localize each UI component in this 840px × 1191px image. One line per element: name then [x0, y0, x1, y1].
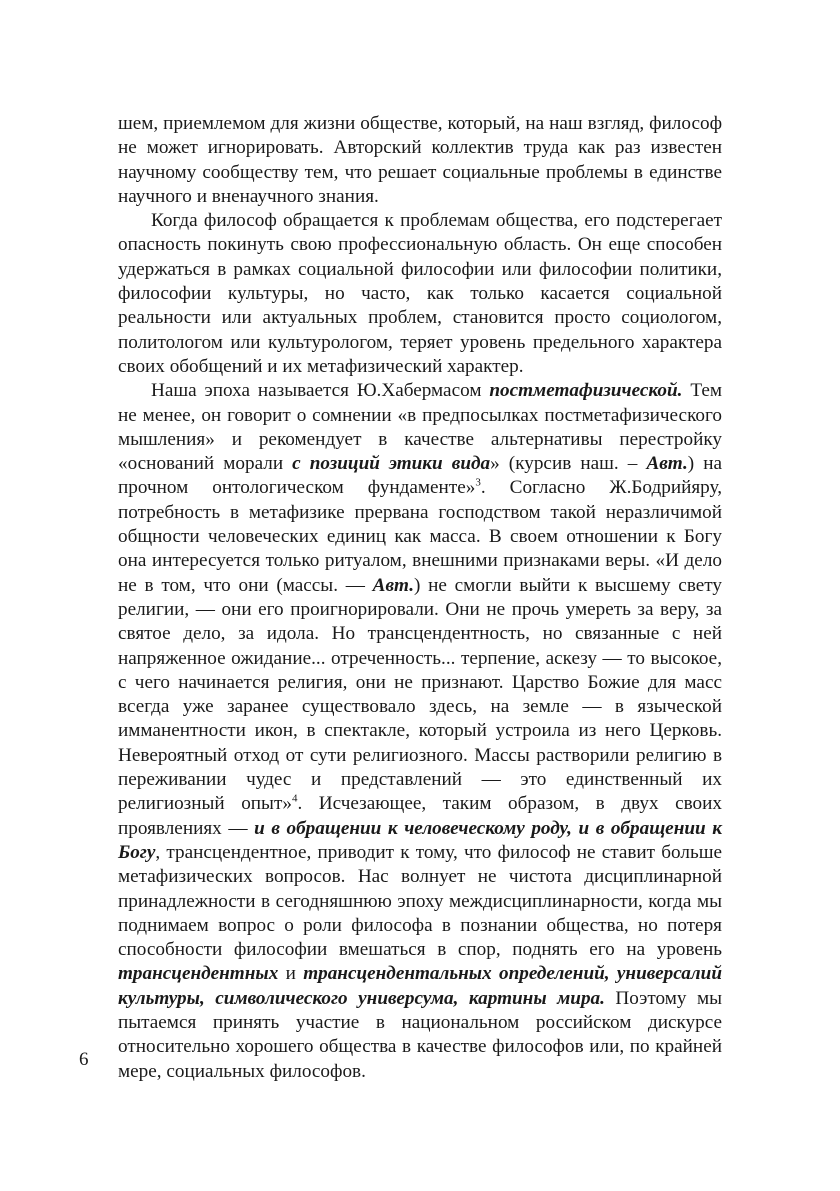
- italic-emphasis: Авт.: [372, 574, 414, 596]
- text-run: Тем не менее, он говорит о сомнении «в предпосылках постметафизического мышления» и рекомендует в качестве альтернативы перестройку «оснований морали: [118, 380, 722, 475]
- text-run: » (курсив наш. –: [490, 453, 647, 475]
- text-run: Поэтому мы пытаемся принять участие в национальном российском дискурсе относительно хорошего общества в качестве философов или, по крайней мере, социальных философов.: [118, 987, 722, 1082]
- paragraph: [118, 379, 722, 1084]
- italic-emphasis: Авт.: [646, 453, 688, 475]
- italic-emphasis: с позиций этики вида: [292, 453, 491, 475]
- text-run: ) на прочном онтологическом фундаменте»: [118, 453, 723, 499]
- italic-emphasis: и в обращении к человеческому роду, и в обращении к Богу: [118, 817, 722, 863]
- footnote-ref: 4: [291, 792, 298, 805]
- text-run: , трансцендентное, приводит к тому, что философ не ставит больше метафизических вопросов. Нас волнует не чистота дисциплинарной принадлежности в сегодняшнюю эпоху междисциплинарности, когда мы поднимаем вопрос о роли философа в познании общества, но потеря способности философии вмешаться в спор, поднять его на уровень: [118, 841, 722, 961]
- body-text: [118, 112, 722, 1084]
- footnote-ref: 3: [475, 477, 481, 490]
- text-run: Наша эпоха называется Ю.Хабермасом: [151, 380, 490, 402]
- text-run: шем, приемлемом для жизни обществе, который, на наш взгляд, философ не может игнорировать. Авторский коллектив труда как раз известен научному сообществу тем, что решает социальные проблемы в единстве научного и вненаучного знания.: [118, 113, 722, 207]
- italic-emphasis: трансцендентальных определений, универсалий культуры, символического универсума, картины мира.: [118, 963, 722, 1009]
- text-run: Когда философ обращается к проблемам общества, его подстерегает опасность покинуть свою профессиональную область. Он еще способен удержаться в рамках социальной философии или философии политики, философии культуры, но часто, как только касается социальной реальности или актуальных проблем, становится просто социологом, политологом или культурологом, теряет уровень предельного характера своих обобщений и их метафизический характер.: [118, 210, 722, 377]
- italic-emphasis: постметафизической.: [489, 380, 683, 402]
- paragraph: [118, 112, 722, 209]
- paragraph: [118, 209, 722, 379]
- text-run: . Исчезающее, таким образом, в двух своих проявлениях —: [118, 793, 722, 839]
- text-run: ) не смогли выйти к высшему свету религии, — они его проигнорировали. Они не прочь умереть за веру, за святое дело, за идола. Но трансцендентность, но связанные с ней напряженное ожидание... отреченность... терпение, аскезу — то высокое, с чего начинается религия, они не признают. Царство Божие для масс всегда уже заранее существовало здесь, на земле — в языческой имманентности икон, в спектакле, который устроила из него Церковь. Невероятный отход от сути религиозного. Массы растворили религию в переживании чудес и представлений — это единственный их религиозный опыт»: [118, 574, 723, 815]
- text-run: и: [278, 963, 304, 985]
- page-number: 6: [79, 1049, 89, 1070]
- italic-emphasis: трансцендентных: [118, 963, 279, 985]
- text-run: . Согласно Ж.Бодрийяру, потребность в метафизике прервана господством такой неразличимой общности человеческих единиц как масса. В своем отношении к Богу она интересуется только ритуалом, внешними признаками веры. «И дело не в том, что они (массы. —: [118, 477, 722, 596]
